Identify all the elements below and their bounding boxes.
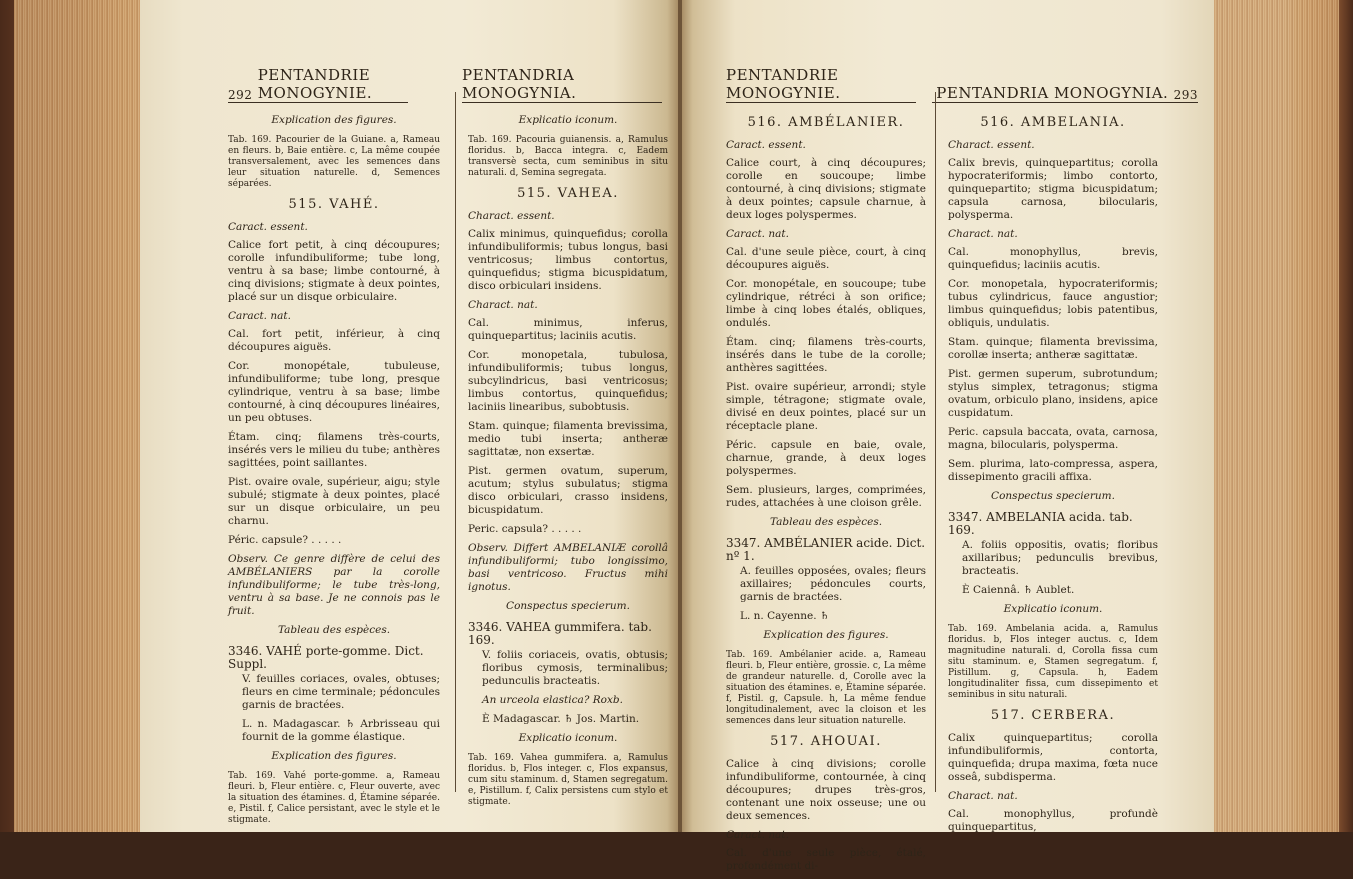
expl-heading-2: Explication des figures. bbox=[271, 750, 397, 762]
peric-text: Peric. capsula baccata, ovata, carnosa, magna, bilocularis, polysperma. bbox=[948, 426, 1158, 451]
stam-text: Stam. quinque; filamenta brevissima, medio tubi inserta; antheræ sagittatæ, non exsertæ. bbox=[468, 420, 668, 458]
left-header-la-title: PENTANDRIA MONOGYNIA. bbox=[462, 66, 577, 102]
right-header-fr-title: PENTANDRIE MONOGYNIE. bbox=[726, 66, 841, 102]
right-header-la-title: PENTANDRIA MONOGYNIA. bbox=[936, 84, 1169, 102]
cal-text: Cal. d'une seule pièce, court, à cinq découpures aiguës. bbox=[726, 246, 926, 271]
left-page-edges bbox=[14, 0, 140, 832]
genus-title: 516. AMBÉLANIER. bbox=[747, 115, 905, 130]
tableau-heading: Tableau des espèces. bbox=[769, 516, 883, 528]
caract-nat-label-2: Caract. nat. bbox=[726, 829, 789, 841]
cal-text: Cal. monophyllus, brevis, quinquefidus; laciniis acutis. bbox=[948, 246, 1158, 271]
caract-nat-label: Caract. nat. bbox=[726, 228, 789, 240]
right-col-fr bbox=[726, 108, 926, 879]
caract-essent-label: Caract. essent. bbox=[228, 221, 308, 233]
tableau-heading: Tableau des espèces. bbox=[277, 624, 391, 636]
cor-text: Cor. monopetala, hypocrateriformis; tubus cylindricus, fauce angustior; limbus quinquefidus; lobis patentibus, obliquis, undulatis. bbox=[948, 278, 1158, 329]
right-col-la bbox=[948, 108, 1158, 840]
cal-text: Cal. minimus, inferus, quinquepartitus; laciniis acutis. bbox=[468, 317, 668, 342]
sem-text: Sem. plusieurs, larges, comprimées, rudes, attachées à une cloison grêle. bbox=[726, 484, 926, 509]
caract-essent-label: Caract. essent. bbox=[726, 139, 806, 151]
expl-text-2: Tab. 169. Vahé porte-gomme. a, Rameau fleuri. b, Fleur entière. c, Fleur ouverte, avec la situation des étamines. d, Étamine séparée. e, Pistil. f, Calice persistant, avec le style et le stigmate. bbox=[228, 771, 440, 825]
genus-title: 515. VAHEA. bbox=[517, 186, 619, 201]
species-loc: È Caiennâ. ♄ Aublet. bbox=[962, 584, 1075, 596]
caract-nat-label: Charact. nat. bbox=[468, 299, 538, 311]
etam-text: Étam. cinq; filamens très-courts, insérés dans le tube de la corolle; anthères sagittées. bbox=[726, 336, 926, 374]
species-desc: V. foliis coriaceis, ovatis, obtusis; floribus cymosis, terminalibus; pedunculis bracteatis. bbox=[482, 649, 668, 687]
pist-text: Pist. germen superum, subrotundum; stylus simplex, tetragonus; stigma ovatum, orbiculo plano, insidens, apice cuspidatum. bbox=[948, 368, 1158, 419]
left-header-fr bbox=[228, 66, 408, 103]
cal-text: Cal. fort petit, inférieur, à cinq découpures aiguës. bbox=[228, 328, 440, 353]
right-page-edges bbox=[1214, 0, 1339, 832]
pist-text: Pist. germen ovatum, superum, acutum; stylus subulatus; stigma disco orbiculari, crasso insidens, bicuspidatum. bbox=[468, 465, 668, 516]
caract-nat-label: Charact. nat. bbox=[948, 228, 1018, 240]
genus2-title: 517. AHOUAI. bbox=[770, 734, 882, 749]
expl-text: Tab. 169. Pacouria guianensis. a, Ramulus floridus. b, Bacca integra. c, Eadem transversè secta, cum seminibus in situ naturali. d, Semina segregata. bbox=[468, 135, 668, 178]
conspectus-heading: Conspectus specierum. bbox=[506, 600, 630, 612]
cal-text-2: Cal. d'une seule pièce, étalé, profondément di- bbox=[726, 847, 926, 872]
expl-text-2: Tab. 169. Vahea gummifera. a, Ramulus floridus. b, Flos integer. c, Flos expansus, cum situ staminum. d, Stamen segregatum. e, Pistillum. f, Calix persistens cum stylo et stigmate. bbox=[468, 753, 668, 807]
left-header-la bbox=[462, 66, 662, 103]
species-loc: L. n. Cayenne. ♄ bbox=[740, 610, 830, 622]
species-desc: A. feuilles opposées, ovales; fleurs axillaires; pédoncules courts, garnis de bractées. bbox=[740, 565, 926, 603]
caract-essent-label: Charact. essent. bbox=[468, 210, 555, 222]
left-col-fr bbox=[228, 108, 440, 832]
cor-text: Cor. monopetala, tubulosa, infundibuliformis; tubus longus, subcylindricus, basi ventricosus; limbus contortus, quinquefidus; laciniis linearibus, subobtusis. bbox=[468, 349, 668, 413]
species-desc: A. foliis oppositis, ovatis; floribus axillaribus; pedunculis brevibus, bracteatis. bbox=[962, 539, 1158, 577]
essent-text: Calix brevis, quinquepartitus; corolla hypocrateriformis; limbo contorto, quinquepartito; stigma bicuspidatum; capsula carnosa, bilocularis, polysperma. bbox=[948, 157, 1158, 221]
cal-text-2: Cal. monophyllus, profundè quinquepartitus, bbox=[948, 808, 1158, 833]
peric-text: Péric. capsule en baie, ovale, charnue, grande, à deux loges polyspermes. bbox=[726, 439, 926, 477]
species-loc: È Madagascar. ♄ Jos. Martin. bbox=[482, 713, 640, 725]
right-header-fr bbox=[726, 66, 916, 103]
caract-nat-label: Caract. nat. bbox=[228, 310, 291, 322]
sem-text: Sem. plurima, lato-compressa, aspera, dissepimento gracili affixa. bbox=[948, 458, 1158, 483]
species-heading: 3346. VAHEA gummifera. tab. 169. bbox=[468, 620, 652, 647]
species-desc: V. feuilles coriaces, ovales, obtuses; fleurs en cime terminale; pédoncules garnis de bractées. bbox=[242, 673, 440, 711]
expl-text: Tab. 169. Pacourier de la Guiane. a, Rameau en fleurs. b, Baie entière. c, La même coupée transversalement, avec les semences dans leur situation naturelle. d, Semences séparées. bbox=[228, 135, 440, 189]
genus2-title: 517. CERBERA. bbox=[990, 708, 1116, 723]
essent-text: Calice court, à cinq découpures; corolle en soucoupe; limbe contourné, à cinq divisions; stigmate à deux pointes; capsule charnue, à deux loges polyspermes. bbox=[726, 157, 926, 221]
left-header-fr-title: PENTANDRIE MONOGYNIE. bbox=[257, 66, 373, 102]
stam-text: Stam. quinque; filamenta brevissima, corollæ inserta; antheræ sagittatæ. bbox=[948, 336, 1158, 361]
left-page bbox=[140, 0, 678, 832]
caract-nat-label-2: Charact. nat. bbox=[948, 790, 1018, 802]
expl-heading: Explication des figures. bbox=[271, 114, 397, 126]
caract-essent-label: Charact. essent. bbox=[948, 139, 1035, 151]
essent-text: Calice fort petit, à cinq découpures; corolle infundibuliforme; tube long, ventru à sa base; limbe contourné, à cinq divisions; stigmate à deux pointes, placé sur un disque orbiculaire. bbox=[228, 239, 440, 303]
observ-text: Observ. Differt AMBELANIÆ corollâ infundibuliformi; tubo longissimo, basi ventricoso. Fructus mihi ignotus. bbox=[468, 542, 668, 593]
left-page-number: 292 bbox=[228, 88, 253, 102]
conspectus-heading: Conspectus specierum. bbox=[991, 490, 1115, 502]
essent-text: Calix minimus, quinquefidus; corolla infundibuliformis; tubus longus, basi ventricosus; limbus contortus, quinquefidus; stigma bicuspidatum, disco orbiculari insidens. bbox=[468, 228, 668, 292]
species-heading: 3346. VAHÉ porte-gomme. Dict. Suppl. bbox=[228, 644, 424, 671]
expl-heading-2: Explicatio iconum. bbox=[518, 732, 618, 744]
column-rule bbox=[455, 92, 456, 792]
cor-text: Cor. monopétale, en soucoupe; tube cylindrique, rétréci à son orifice; limbe à cinq lobes étalés, obliques, ondulés. bbox=[726, 278, 926, 329]
genus2-text: Calix quinquepartitus; corolla infundibuliformis, contorta, quinquefida; drupa maxima, fœta nuce osseâ, subdisperma. bbox=[948, 732, 1158, 783]
species-heading: 3347. AMBELANIA acida. tab. 169. bbox=[948, 510, 1133, 537]
right-page bbox=[682, 0, 1214, 872]
expl-heading: Explication des figures. bbox=[763, 629, 889, 641]
genus-title: 516. AMBELANIA. bbox=[980, 115, 1126, 130]
cor-text: Cor. monopétale, tubuleuse, infundibuliforme; tube long, presque cylindrique, ventru à sa base; limbe contourné, à cinq découpures linéaires, un peu obtuses. bbox=[228, 360, 440, 424]
species-heading: 3347. AMBÉLANIER acide. Dict. nº 1. bbox=[726, 536, 926, 563]
peric-text: Péric. capsule? . . . . . bbox=[228, 534, 342, 546]
right-header-la bbox=[932, 76, 1198, 103]
genus2-text: Calice à cinq divisions; corolle infundibuliforme, contournée, à cinq découpures; drupes très-gros, contenant une noix osseuse; une ou deux semences. bbox=[726, 758, 926, 822]
column-rule bbox=[935, 92, 936, 792]
expl-text: Tab. 169. Ambelania acida. a, Ramulus floridus. b, Flos integer auctus. c, Idem magnitudine naturali. d, Corolla fissa cum situ staminum. e, Stamen segregatum. f, Pistillum. g, Capsula. h, Eadem longitudinaliter fissa, cum dissepimento et seminibus in situ naturali. bbox=[948, 624, 1158, 700]
right-page-number: 293 bbox=[1173, 88, 1198, 102]
genus-title: 515. VAHÉ. bbox=[288, 197, 380, 212]
expl-heading: Explicatio iconum. bbox=[1003, 603, 1103, 615]
etam-text: Étam. cinq; filamens très-courts, insérés vers le milieu du tube; anthères sagittées, point saillantes. bbox=[228, 431, 440, 469]
pist-text: Pist. ovaire supérieur, arrondi; style simple, tétragone; stigmate ovale, divisé en deux pointes, placé sur un réceptacle plane. bbox=[726, 381, 926, 432]
peric-text: Peric. capsula? . . . . . bbox=[468, 523, 582, 535]
species-question: An urceola elastica? Roxb. bbox=[482, 694, 623, 706]
observ-text: Observ. Ce genre diffère de celui des AMBÉLANIERS par la corolle infundibuliforme; le tube très-long, ventru à sa base. Je ne connois pas le fruit. bbox=[228, 553, 440, 617]
left-col-la bbox=[468, 108, 668, 814]
pist-text: Pist. ovaire ovale, supérieur, aigu; style subulé; stigmate à deux pointes, placé sur un disque orbiculaire, un peu charnu. bbox=[228, 476, 440, 527]
expl-heading: Explicatio iconum. bbox=[518, 114, 618, 126]
species-loc: L. n. Madagascar. ♄ Arbrisseau qui fournit de la gomme élastique. bbox=[242, 718, 440, 743]
expl-text: Tab. 169. Ambélanier acide. a, Rameau fleuri. b, Fleur entière, grossie. c, La même de grandeur naturelle. d, Corolle avec la situation des étamines. e, Étamine séparée. f, Pistil. g, Capsule. h, La même fendue longitudinalement, avec la cloison et les semences dans leur situation naturelle. bbox=[726, 650, 926, 726]
